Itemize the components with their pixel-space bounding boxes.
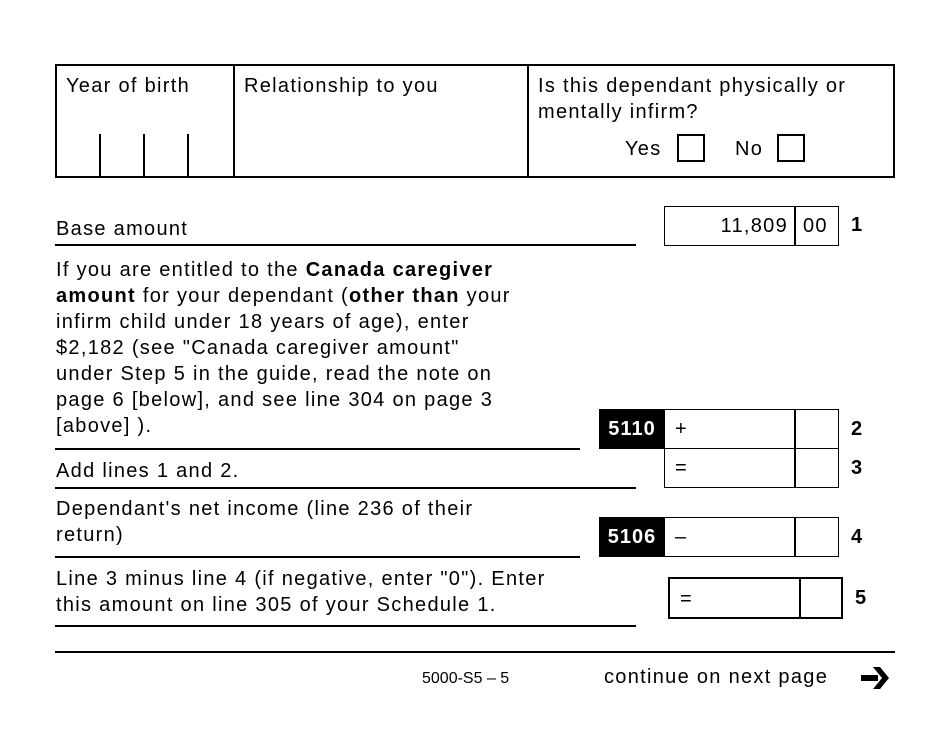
line2-amount-field[interactable] xyxy=(664,409,839,449)
line2-rule xyxy=(55,448,580,450)
footer-rule xyxy=(55,651,895,653)
line2-text: If you are entitled to the Canada caregiver amount for your dependant (other than your infirm child under 18 years of age), enter $2,182 (see "Canada caregiver amount" under Step 5 in the guide, read the note on page 6 [below], and see line 304 on page 3 [above] ). xyxy=(56,259,511,437)
plus-operator: + xyxy=(675,418,687,440)
line4-label: Dependant's net income (line 236 of their return) xyxy=(56,498,474,546)
line5-number: 5 xyxy=(855,587,867,609)
line2-code: 5110 xyxy=(599,409,665,449)
line2-number: 2 xyxy=(851,418,863,440)
infirm-question-line2: mentally infirm? xyxy=(538,101,699,123)
no-checkbox[interactable] xyxy=(777,134,805,162)
equals-operator: = xyxy=(680,588,692,610)
year-of-birth-label: Year of birth xyxy=(66,75,191,97)
no-label: No xyxy=(735,138,764,160)
arrow-right-icon xyxy=(860,666,890,690)
line4-amount-field[interactable] xyxy=(664,517,839,557)
line3-number: 3 xyxy=(851,457,863,479)
digit-separator xyxy=(187,134,189,178)
line5-rule xyxy=(55,625,636,627)
cents-separator xyxy=(794,449,796,487)
line3-label: Add lines 1 and 2. xyxy=(56,460,240,482)
form-code: 5000-S5 – 5 xyxy=(422,670,510,687)
yes-checkbox[interactable] xyxy=(677,134,705,162)
line3-amount-field[interactable] xyxy=(664,448,839,488)
line1-dollars: 11,809 xyxy=(720,215,788,237)
line1-label: Base amount xyxy=(56,218,189,240)
digit-separator xyxy=(99,134,101,178)
line4-code: 5106 xyxy=(599,517,665,557)
line5-label: Line 3 minus line 4 (if negative, enter "0"). Enter this amount on line 305 of your Schedule 1. xyxy=(56,568,546,616)
cents-separator xyxy=(799,579,801,617)
dependant-info-table xyxy=(55,64,895,178)
line1-amount-field xyxy=(664,206,839,246)
relationship-label: Relationship to you xyxy=(244,75,439,97)
line1-number: 1 xyxy=(851,214,863,236)
cents-separator xyxy=(794,518,796,556)
line4-rule xyxy=(55,556,580,558)
line1-cents: 00 xyxy=(803,215,828,237)
line4-number: 4 xyxy=(851,526,863,548)
yes-label: Yes xyxy=(625,138,662,160)
equals-operator: = xyxy=(675,457,687,479)
digit-separator xyxy=(143,134,145,178)
relationship-field[interactable] xyxy=(235,102,527,178)
cents-separator xyxy=(794,207,796,245)
table-divider xyxy=(527,66,529,176)
year-of-birth-field[interactable] xyxy=(57,126,233,178)
continue-text: continue on next page xyxy=(604,666,829,688)
minus-operator: – xyxy=(675,526,687,548)
line1-rule xyxy=(55,244,636,246)
line3-rule xyxy=(55,487,636,489)
infirm-question-line1: Is this dependant physically or xyxy=(538,75,847,97)
line5-amount-field[interactable] xyxy=(668,577,843,619)
cents-separator xyxy=(794,410,796,448)
